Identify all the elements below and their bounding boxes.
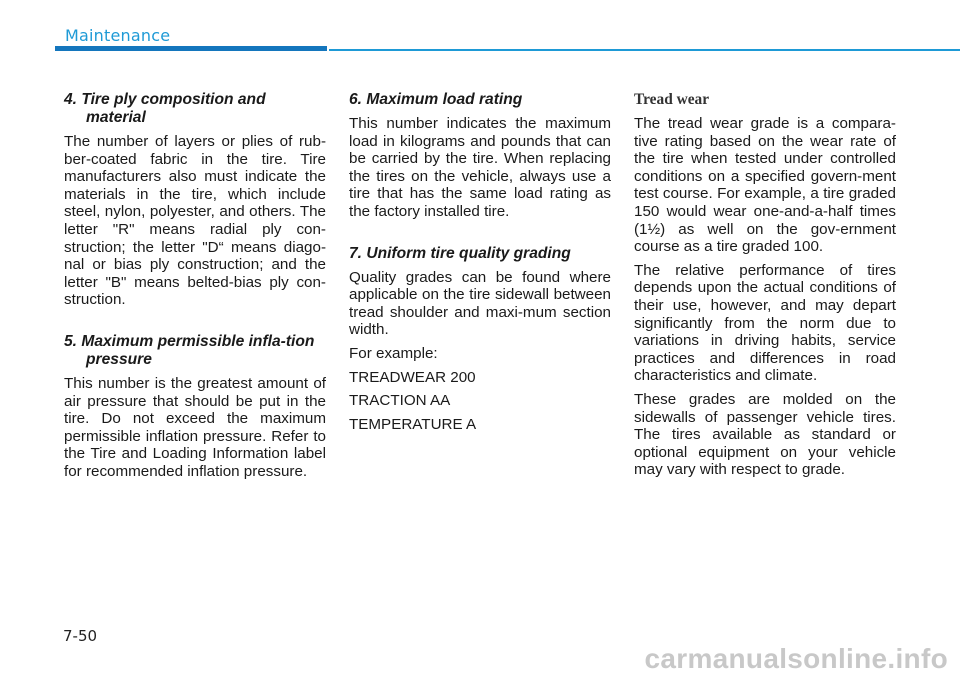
paragraph-tread-wear-3: These grades are molded on the sidewalls of passenger vehicle tires. The tires available as standard or optional equipment on your vehicle may vary with respect to grade. — [634, 390, 896, 479]
example-temperature: TEMPERATURE A — [349, 415, 477, 433]
header-bar-accent — [55, 46, 327, 51]
paragraph-utqg: Quality grades can be found where applicable on the tire sidewall between tread shoulder and maxi-mum section width. — [349, 268, 611, 339]
example-traction: TRACTION AA — [349, 392, 451, 410]
column-2 — [349, 91, 611, 439]
column-1 — [64, 91, 326, 487]
example-label: For example: — [349, 344, 438, 362]
paragraph-max-inflation: This number is the greatest amount of air pressure that should be put in the tire. Do not exceed the maximum permissible inflation pressure. Refer to the Tire and Loading Information label for recommended inflation pressure. — [64, 374, 326, 480]
heading-tread-wear: Tread wear — [634, 91, 710, 108]
heading-utqg: 7. Uniform tire quality grading — [349, 244, 571, 262]
column-3 — [634, 91, 896, 485]
header-rule — [329, 49, 960, 51]
paragraph-tread-wear-2: The relative performance of tires depends upon the actual conditions of their use, however, and may depart significantly from the norm due to variations in driving habits, service practices and differences in road characteristics and climate. — [634, 261, 896, 385]
paragraph-tire-ply: The number of layers or plies of rub-ber-coated fabric in the tire. Tire manufacturers also must indicate the materials in the tire, which include steel, nylon, polyester, and others. The letter "R" means radial ply con-struction; the letter "D“ means diago-nal or bias ply construction; and the letter "B" means belted-bias ply con-struction. — [64, 133, 326, 309]
section-title: Maintenance — [65, 26, 171, 45]
paragraph-max-load: This number indicates the maximum load in kilograms and pounds that can be carried by the tire. When replacing the tires on the vehicle, always use a tire that has the same load rating as the factory installed tire. — [349, 115, 611, 220]
paragraph-tread-wear-1: The tread wear grade is a compara-tive rating based on the wear rate of the tire when tested under controlled conditions on a specified govern-ment test course. For example, a tire graded 150 would wear one-and-a-half times (1½) as well on the gov-ernment course as a tire graded 100. — [634, 115, 896, 256]
page-number: 7-50 — [63, 627, 98, 645]
heading-max-load: 6. Maximum load rating — [349, 91, 523, 108]
heading-tire-ply: 4. Tire ply composition and material — [64, 91, 266, 126]
example-treadwear: TREADWEAR 200 — [349, 368, 476, 386]
watermark: carmanualsonline.info — [644, 643, 948, 674]
heading-max-inflation: 5. Maximum permissible infla-tion pressure — [64, 332, 315, 368]
